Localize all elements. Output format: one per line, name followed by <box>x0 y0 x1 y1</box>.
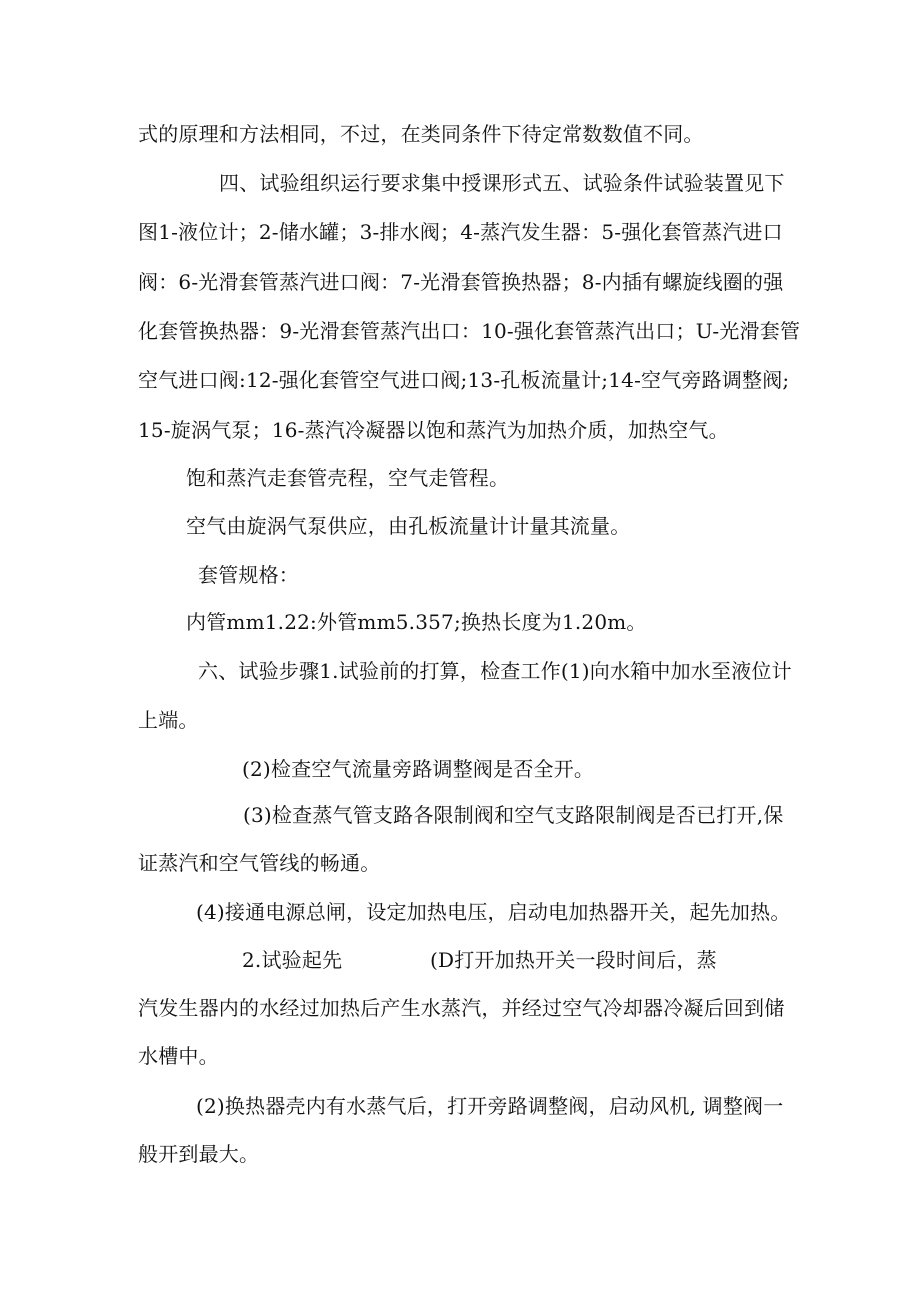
text-line: 式的原理和方法相同，不过，在类同条件下待定常数数值不同。 <box>138 122 704 146</box>
section-heading-line: 四、试验组织运行要求集中授课形式五、试验条件试验装置见下 <box>219 171 785 195</box>
text-line: (3)检查蒸气管支路各限制阀和空气支路限制阀是否已打开,保 <box>243 803 784 827</box>
text-line: 饱和蒸汽走套管壳程，空气走管程。 <box>186 466 510 490</box>
section-heading-line: 六、试验步骤1.试验前的打算，检查工作(1)向水箱中加水至液位计 <box>198 659 792 683</box>
text-line: (D打开加热开关一段时间后，蒸 <box>430 948 717 972</box>
text-line: (2)检查空气流量旁路调整阀是否全开。 <box>242 757 595 781</box>
text-line: 证蒸汽和空气管线的畅通。 <box>138 851 381 875</box>
text-line: 图1-液位计；2-储水罐；3-排水阀；4-蒸汽发生器：5-强化套管蒸汽进口 <box>138 220 783 244</box>
text-line: 空气进口阀:12-强化套管空气进口阀;13-孔板流量计;14-空气旁路调整阀; <box>138 368 790 392</box>
text-line: 内管mm1.22:外管mm5.357;换热长度为1.20m。 <box>186 610 647 634</box>
step-label: 2.试验起先 <box>242 948 343 972</box>
text-line: 化套管换热器：9-光滑套管蒸汽出口：10-强化套管蒸汽出口；U-光滑套管 <box>138 319 801 343</box>
text-line: 套管规格： <box>198 563 299 587</box>
text-line: 水槽中。 <box>138 1044 219 1068</box>
text-line: 上端。 <box>138 708 199 732</box>
text-line: 阀：6-光滑套管蒸汽进口阀：7-光滑套管换热器；8-内插有螺旋线圈的强 <box>138 270 784 294</box>
text-line: (4)接通电源总闸，设定加热电压，启动电加热器开关，起先加热。 <box>196 900 791 924</box>
text-line: 汽发生器内的水经过加热后产生水蒸汽，并经过空气冷却器冷凝后回到储 <box>138 996 785 1020</box>
text-line: 空气由旋涡气泵供应，由孔板流量计计量其流量。 <box>186 514 631 538</box>
text-line: 15-旋涡气泵；16-蒸汽冷凝器以饱和蒸汽为加热介质，加热空气。 <box>138 418 729 442</box>
text-line: 般开到最大。 <box>138 1142 260 1166</box>
text-line: (2)换热器壳内有水蒸气后，打开旁路调整阀，启动风机, 调整阀一 <box>196 1094 784 1118</box>
